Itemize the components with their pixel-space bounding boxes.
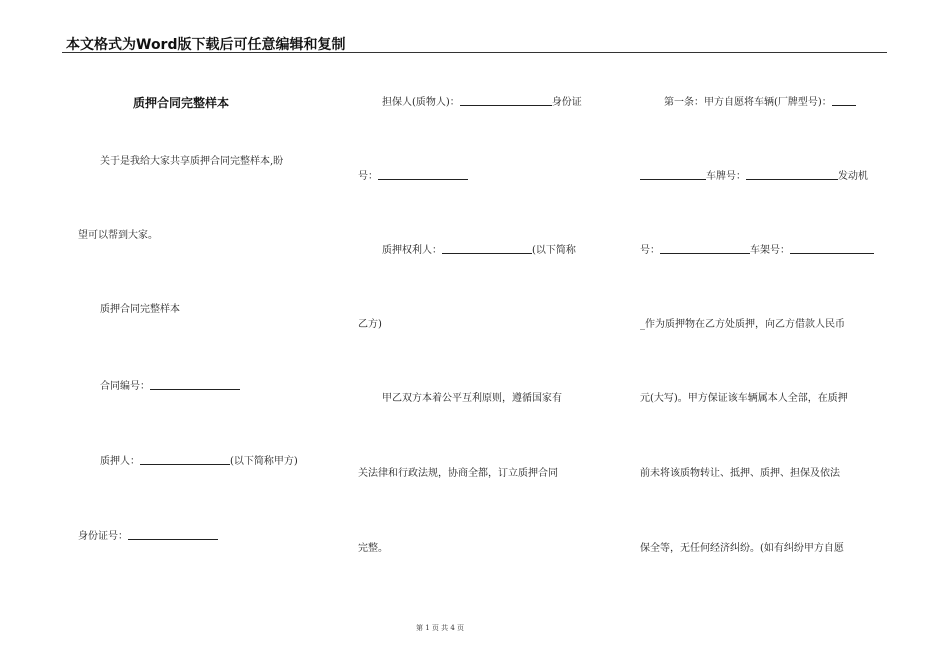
guarantor-blank	[460, 94, 552, 106]
pledgee-line	[382, 242, 576, 258]
pledgee-cont: 乙方)	[358, 319, 382, 330]
contract-number-label: 合同编号：	[100, 381, 150, 392]
header-divider	[62, 52, 887, 53]
page-indicator: 第 1 页 共 4 页	[415, 624, 465, 632]
article1-vehicle-label: 第一条：甲方自愿将车辆(厂牌型号)：	[664, 97, 832, 108]
contract-number-line	[100, 378, 240, 394]
id-number-line	[78, 528, 218, 544]
pledgor-suffix: (以下简称甲方)	[230, 456, 298, 467]
plate-label: 车牌号：	[706, 171, 746, 182]
guarantor-line	[382, 94, 582, 110]
engine-label: 发动机	[838, 171, 868, 182]
document-title: 质押合同完整样本	[133, 96, 230, 110]
subtitle: 质押合同完整样本	[100, 304, 180, 315]
header-title: 本文格式为Word版下载后可任意编辑和复制	[66, 37, 346, 53]
article1-line-2: _作为质押物在乙方处质押，向乙方借款人民币	[640, 319, 845, 330]
pledgee-label: 质押权利人：	[382, 245, 442, 256]
id-number-blank	[128, 528, 218, 540]
engine-cont-label: 号：	[640, 245, 660, 256]
frame-label: 车架号：	[750, 245, 790, 256]
engine-blank	[660, 242, 750, 254]
principle-line-3: 完整。	[358, 543, 388, 554]
article1-line-4: 前未将该质物转让、抵押、质押、担保及依法	[640, 468, 840, 479]
pledgee-blank	[442, 242, 532, 254]
frame-blank	[790, 242, 874, 254]
principle-line-1: 甲乙双方本着公平互利原则，遵循国家有	[382, 393, 562, 404]
guarantor-label: 担保人(质物人)：	[382, 97, 460, 108]
plate-engine-line	[640, 168, 868, 184]
article1-line-3: 元(大写)。甲方保证该车辆属本人全部，在质押	[640, 393, 848, 404]
id-number-label: 身份证号：	[78, 531, 128, 542]
guarantor-id-label: 号：	[358, 171, 378, 182]
guarantor-id-line	[358, 168, 468, 184]
pledgor-line	[100, 453, 298, 469]
article1-line-1	[664, 94, 856, 110]
intro-line-2: 望可以帮到大家。	[78, 230, 158, 241]
contract-number-blank	[150, 378, 240, 390]
principle-line-2: 关法律和行政法规，协商全都，订立质押合同	[358, 468, 558, 479]
guarantor-id-blank	[378, 168, 468, 180]
pledgor-label: 质押人：	[100, 456, 140, 467]
pledgor-blank	[140, 453, 230, 465]
vehicle-model-blank	[832, 94, 856, 106]
guarantor-suffix: 身份证	[551, 97, 582, 108]
plate-blank	[746, 168, 838, 180]
intro-line-1: 关于是我给大家共享质押合同完整样本,盼	[100, 156, 284, 167]
article1-line-5: 保全等，无任何经济纠纷。(如有纠纷甲方自愿	[640, 543, 844, 554]
pledgee-suffix: (以下简称	[532, 245, 576, 256]
vehicle-model-blank-cont	[640, 168, 706, 180]
engine-frame-line	[640, 242, 874, 258]
